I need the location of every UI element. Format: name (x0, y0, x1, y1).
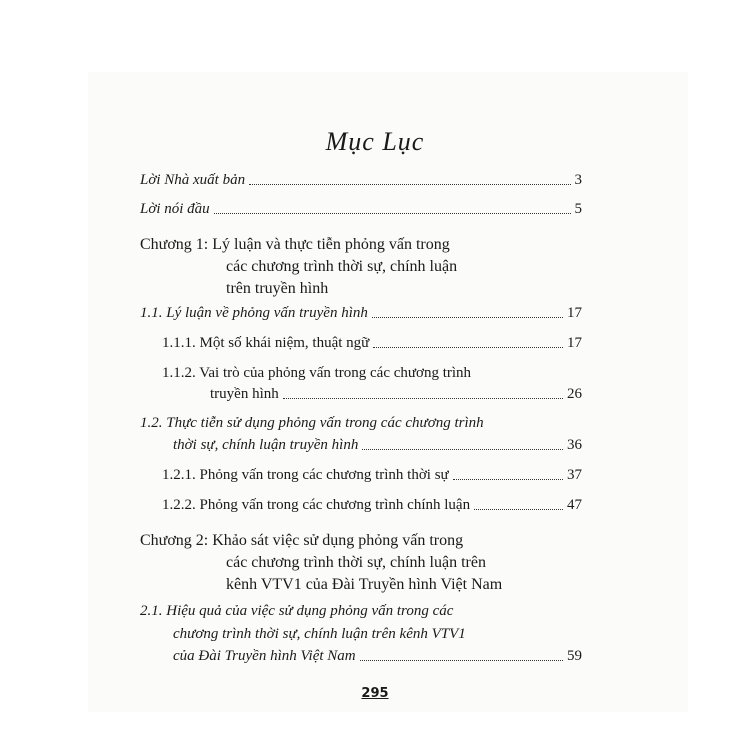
dot-leader (214, 213, 571, 214)
toc-entry-page: 47 (567, 497, 582, 513)
chapter-1-line2: các chương trình thời sự, chính luận (226, 258, 458, 275)
toc-entry-1-1-2-line1: 1.1.2. Vai trò của phỏng vấn trong các chương trình (162, 365, 472, 381)
dot-leader (249, 184, 570, 185)
chapter-1-line1: Chương 1: Lý luận và thực tiễn phỏng vấn trong (140, 236, 450, 253)
dot-leader (474, 509, 563, 510)
dot-leader (372, 317, 563, 318)
dot-leader (362, 449, 563, 450)
toc-entry-1-2-line1: 1.2. Thực tiễn sử dụng phỏng vấn trong các chương trình (140, 415, 484, 431)
toc-entry-1-2-2 (162, 497, 582, 514)
dot-leader (360, 660, 563, 661)
toc-entry-2-1-line1: 2.1. Hiệu quả của việc sử dụng phỏng vấn trong các (140, 603, 454, 619)
toc-entry-label: thời sự, chính luận truyền hình (173, 437, 359, 453)
toc-entry-1-1 (140, 305, 582, 322)
toc-entry-2-1 (173, 648, 582, 665)
page-number: 295 (361, 686, 389, 701)
toc-entry-2-1-line2: chương trình thời sự, chính luận trên kênh VTV1 (173, 626, 466, 642)
dot-leader (373, 347, 563, 348)
chapter-1-heading (140, 234, 457, 300)
chapter-2-line1: Chương 2: Khảo sát việc sử dụng phỏng vấn trong (140, 532, 464, 549)
chapter-2-line2: các chương trình thời sự, chính luận trên (226, 554, 486, 571)
toc-entry-page: 17 (567, 335, 582, 351)
toc-entry-label: 1.2.1. Phỏng vấn trong các chương trình thời sự (162, 467, 449, 483)
toc-entry-label: của Đài Truyền hình Việt Nam (173, 648, 356, 664)
toc-entry-publisher-note (140, 172, 582, 189)
toc-entry-label: Lời nói đầu (140, 201, 210, 217)
toc-entry-page: 36 (567, 437, 582, 453)
chapter-2-line3: kênh VTV1 của Đài Truyền hình Việt Nam (226, 576, 503, 593)
toc-entry-label: Lời Nhà xuất bản (140, 172, 246, 188)
dot-leader (283, 398, 563, 399)
toc-entry-label: 1.1. Lý luận về phỏng vấn truyền hình (140, 305, 368, 321)
toc-entry-page: 5 (574, 201, 582, 217)
toc-entry-1-1-1 (162, 335, 582, 352)
toc-entry-label: 1.2.2. Phỏng vấn trong các chương trình chính luận (162, 497, 471, 513)
toc-entry-1-1-2 (210, 386, 582, 403)
toc-entry-page: 59 (567, 648, 582, 664)
chapter-1-line3: trên truyền hình (226, 280, 329, 297)
dot-leader (453, 479, 563, 480)
toc-entry-page: 37 (567, 467, 582, 483)
toc-entry-1-2 (173, 437, 582, 454)
chapter-2-heading (140, 530, 502, 596)
toc-entry-page: 26 (567, 386, 582, 402)
toc-entry-label: 1.1.1. Một số khái niệm, thuật ngữ (162, 335, 370, 351)
toc-entry-preface (140, 201, 582, 218)
toc-entry-label: truyền hình (210, 386, 279, 402)
toc-entry-1-2-1 (162, 467, 582, 484)
toc-entry-page: 3 (574, 172, 582, 188)
toc-entry-page: 17 (567, 305, 582, 321)
toc-title: Mục Lục (325, 127, 425, 156)
